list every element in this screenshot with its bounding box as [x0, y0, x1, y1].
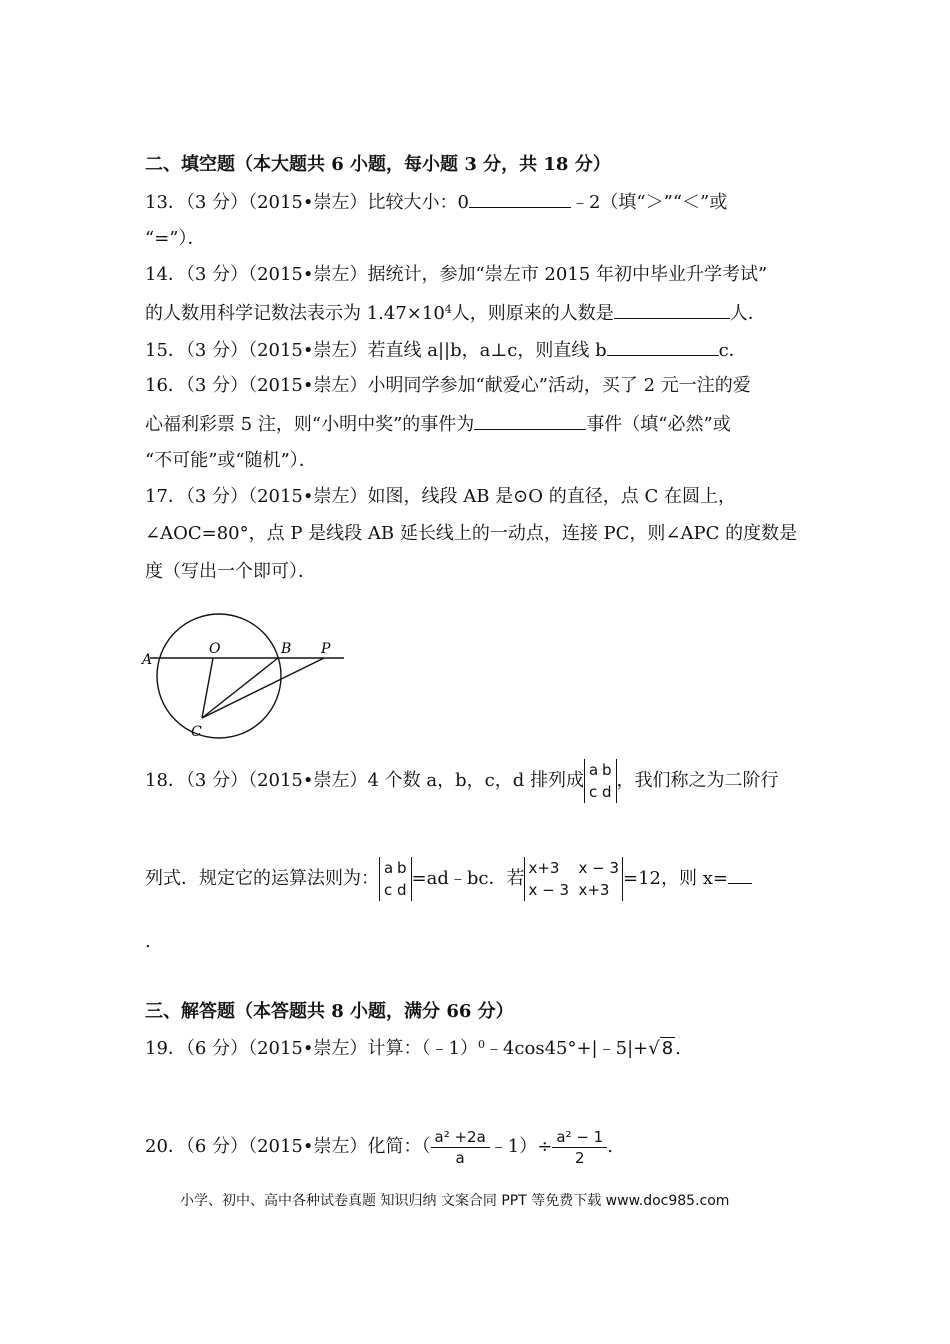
question-19: 19．（6 分）（2015•崇左）计算：（﹣1）$^0$﹣4cos45°+|﹣5|+√ 8 .: [145, 1038, 681, 1059]
label-a: A: [142, 652, 153, 668]
determinant-x: x+3 x − 3 x − 3 x+3: [524, 857, 623, 901]
question-20: 20．（6 分）（2015•崇左）化简：（ $\frac{\text{a² +2a}}{a}$ ﹣1）÷ $\frac{\text{a² − 1}}{2}$ .: [145, 1127, 613, 1167]
determinant-abcd-1: a b c d: [584, 759, 617, 803]
section-3-title: 三、解答题（本答题共 8 小题，满分 66 分）: [145, 1001, 514, 1022]
answer-blank-13[interactable]: [469, 189, 571, 208]
q18-text-d: =ad﹣bc．若: [411, 868, 525, 889]
q20-mid: ﹣1）÷: [489, 1136, 553, 1157]
fraction-2: $\frac{\text{a² − 1}}{2}$: [552, 1127, 607, 1168]
question-14-line-1: 14．（3 分）（2015•崇左）据统计，参加“崇左市 2015 年初中毕业升学考试”: [145, 264, 768, 285]
circle-figure-17: [138, 598, 358, 748]
q19-middle: ﹣4cos45°+|﹣5|+: [484, 1038, 649, 1059]
segment-oc: [202, 658, 213, 718]
label-c: C: [191, 724, 202, 740]
question-17-line-1: 17．（3 分）（2015•崇左）如图，线段 AB 是⊙O 的直径，点 C 在圆上，: [145, 486, 736, 507]
label-b: B: [281, 641, 292, 657]
footer-text: 小学、初中、高中各种试卷真题 知识归纳 文案合同 PPT 等免费下载 www.doc985.com: [180, 1193, 730, 1209]
question-18-line-2: [145, 853, 752, 905]
q18-text-b: ，我们称之为二阶行: [616, 770, 779, 791]
fraction-1: $\frac{\text{a² +2a}}{a}$: [431, 1127, 490, 1168]
q14-text-c: 人．: [729, 303, 766, 324]
question-13-line-2: “=”）．: [145, 228, 206, 249]
q16-text-b: 事件（填“必然”或: [586, 414, 731, 435]
question-18-line-3: .: [145, 931, 151, 952]
question-15-line-1: [145, 337, 747, 363]
question-18-line-1: [145, 757, 779, 805]
section-2-title: 二、填空题（本大题共 6 小题，每小题 3 分，共 18 分）: [145, 154, 611, 175]
q15-text-a: 15．（3 分）（2015•崇左）若直线 a||b，a⊥c，则直线 b: [145, 340, 607, 361]
q14-text-b: 人，则原来的人数是: [451, 303, 614, 324]
q20-prefix: 20．（6 分）（2015•崇左）化简：（: [145, 1136, 431, 1157]
question-16-line-1: 16．（3 分）（2015•崇左）小明同学参加“献爱心”活动，买了 2 元一注的爱: [145, 375, 751, 396]
q19-exponent: 0: [477, 1038, 485, 1051]
segment-cb: [202, 658, 278, 718]
sqrt-8: √ 8: [648, 1038, 674, 1059]
question-17-line-2: ∠AOC=80°，点 P 是线段 AB 延长线上的一动点，连接 PC，则∠APC 的度数是: [145, 523, 798, 544]
q13-text-a: 13．（3 分）（2015•崇左）比较大小：0: [145, 192, 469, 213]
q13-text-b: ﹣2（填“＞”“＜”或: [570, 192, 728, 213]
q15-text-b: c．: [718, 340, 747, 361]
determinant-abcd-2: a b c d: [379, 857, 412, 901]
q14-text-a: 的人数用科学记数法表示为 1.47×10: [145, 303, 445, 324]
answer-blank-16[interactable]: [474, 411, 586, 430]
question-17-line-3: 度（写出一个即可）．: [145, 561, 316, 582]
q18-text-c: 列式．规定它的运算法则为：: [145, 868, 379, 889]
question-13-line-1: [145, 189, 727, 215]
question-16-line-2: [145, 411, 731, 437]
label-p: P: [321, 641, 331, 657]
q18-text-e: =12，则 x=: [623, 868, 728, 889]
circle-o: [157, 614, 281, 738]
q19-prefix: 19．（6 分）（2015•崇左）计算：（﹣1）: [145, 1038, 478, 1059]
answer-blank-15[interactable]: [607, 337, 719, 356]
q16-text-a: 心福利彩票 5 注，则“小明中奖”的事件为: [145, 414, 475, 435]
answer-blank-14[interactable]: [614, 300, 730, 319]
q18-text-a: 18．（3 分）（2015•崇左）4 个数 a，b，c，d 排列成: [145, 770, 584, 791]
question-16-line-3: “不可能”或“随机”）．: [145, 450, 317, 471]
q14-exponent: 4: [444, 303, 452, 316]
answer-blank-18[interactable]: [728, 865, 752, 884]
question-14-line-2: [145, 300, 766, 326]
label-o: O: [209, 641, 221, 657]
segment-cp: [202, 658, 324, 718]
